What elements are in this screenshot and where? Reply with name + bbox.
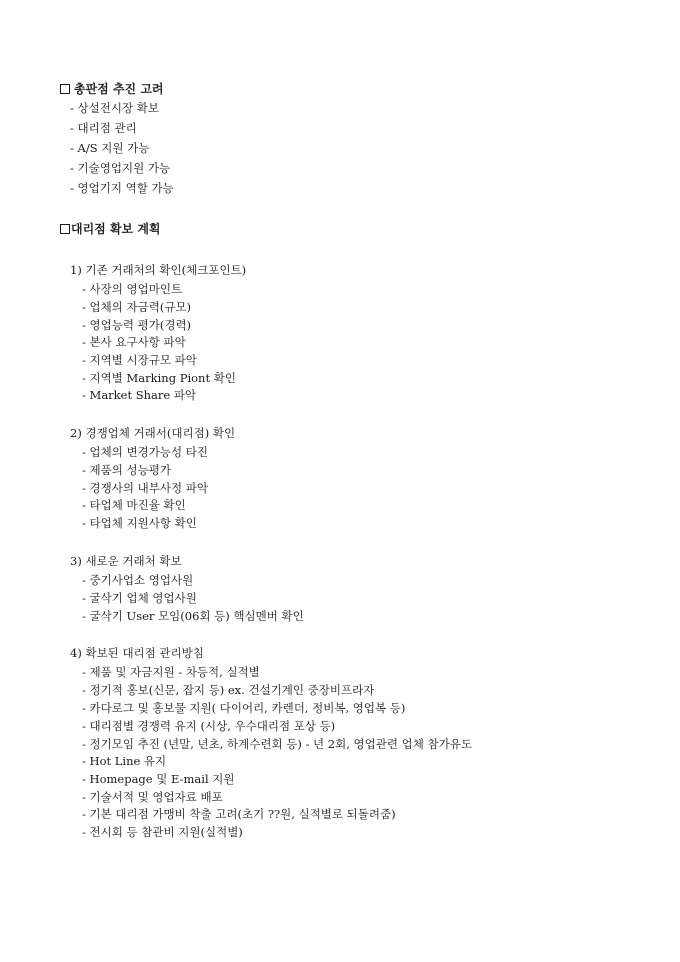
list-item: - 기술영업지원 가능 (70, 161, 171, 175)
section-heading: 대리점 확보 계획 (60, 221, 161, 237)
list-item: - 지역별 Marking Piont 확인 (82, 371, 236, 385)
list-item: - 타업체 마진율 확인 (82, 498, 186, 512)
checkbox-square-icon (60, 84, 70, 94)
list-item: - 영업기지 역할 가능 (70, 181, 174, 195)
list-item: - 업체의 변경가능성 타진 (82, 445, 208, 459)
list-item: - Homepage 및 E-mail 지원 (82, 772, 235, 786)
list-item: - 지역별 시장규모 파악 (82, 353, 197, 367)
list-item: - 본사 요구사항 파악 (82, 335, 186, 349)
list-item: - 영업능력 평가(경력) (82, 318, 192, 332)
list-item: - 경쟁사의 내부사정 파악 (82, 481, 208, 495)
subsection-title: 1) 기존 거래처의 확인(체크포인트) (70, 263, 247, 277)
list-item: - 굴삭기 User 모임(06회 등) 핵심멘버 확인 (82, 609, 304, 623)
list-item: - 카다로그 및 홍보물 지원( 다이어리, 카렌더, 정비복, 영업복 등) (82, 701, 406, 715)
list-item: - 대리점별 경쟁력 유지 (시상, 우수대리점 포상 등) (82, 719, 336, 733)
list-item: - Market Share 파악 (82, 388, 197, 402)
list-item: - 사장의 영업마인트 (82, 282, 183, 296)
list-item: - A/S 지원 가능 (70, 141, 150, 155)
subsection-title: 3) 새로운 거래처 확보 (70, 554, 182, 568)
list-item: - 정기적 홍보(신문, 잡지 등) ex. 건설기계인 중장비프라자 (82, 683, 375, 697)
list-item: - 정기모임 추진 (년말, 년초, 하계수련회 등) - 년 2회, 영업관련 업체 참가유도 (82, 737, 472, 751)
list-item: - 기본 대리점 가맹비 착출 고려(초기 ??원, 실적별로 되돌려줌) (82, 807, 396, 821)
subsection-title: 4) 확보된 대리점 관리방침 (70, 646, 204, 660)
list-item: - 전시회 등 참관비 지원(실적별) (82, 825, 243, 839)
checkbox-square-icon (60, 224, 70, 234)
list-item: - 제품의 성능평가 (82, 463, 171, 477)
subsection-title: 2) 경쟁업체 거래서(대리점) 확인 (70, 426, 236, 440)
list-item: - 업체의 자금력(규모) (82, 300, 192, 314)
list-item: - 기술서적 및 영업자료 배포 (82, 790, 223, 804)
list-item: - 제품 및 자금지원 - 차등적, 실적별 (82, 665, 260, 679)
list-item: - 상설전시장 확보 (70, 101, 159, 115)
list-item: - 굴삭기 업체 영업사원 (82, 591, 197, 605)
list-item: - 대리점 관리 (70, 121, 137, 135)
list-item: - 타업체 지원사항 확인 (82, 516, 197, 530)
section-heading: 총판점 추진 고려 (60, 81, 164, 97)
list-item: - 중기사업소 영업사원 (82, 573, 194, 587)
list-item: - Hot Line 유지 (82, 754, 167, 768)
